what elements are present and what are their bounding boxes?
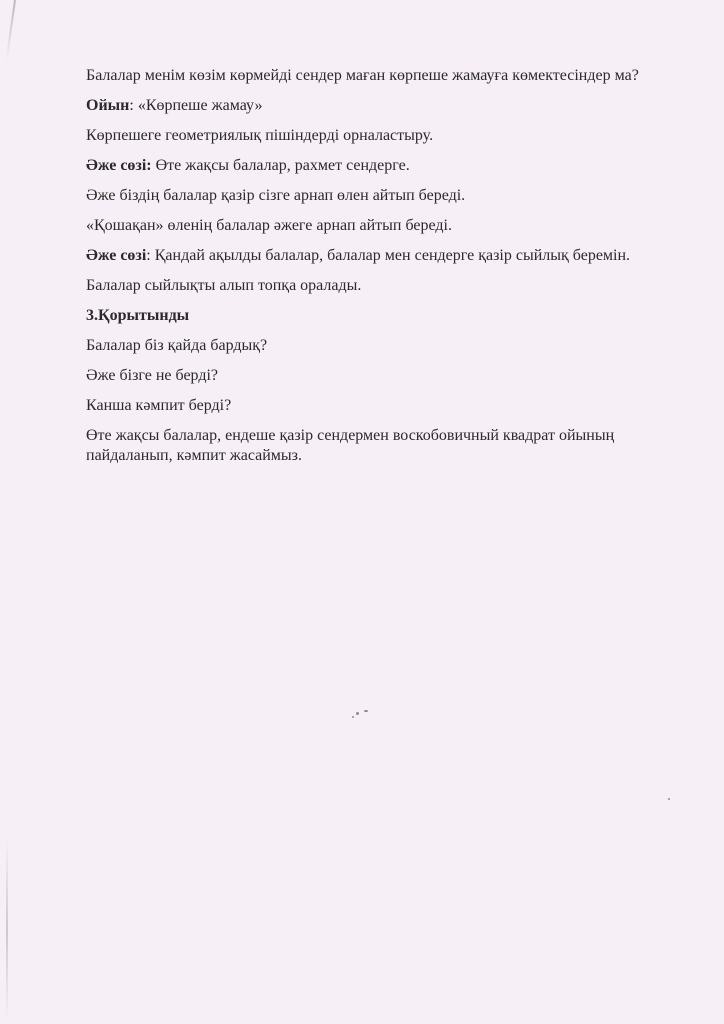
paragraph-question-where bbox=[86, 336, 666, 356]
paragraph-text: Балалар біз қайда бардық? bbox=[86, 337, 268, 354]
paragraph-text: Әже біздің балалар қазір сізге арнап өлен айтып береді. bbox=[86, 187, 466, 204]
paragraph-song bbox=[86, 216, 666, 236]
paragraph-text: Әже бізге не берді? bbox=[86, 367, 219, 384]
document-body bbox=[86, 66, 666, 476]
paragraph-grandma-thanks bbox=[86, 156, 666, 176]
paragraph-closing bbox=[86, 426, 666, 466]
scan-artifact-line bbox=[6, 0, 16, 60]
paragraph-text: Көрпешеге геометриялық пішіндерді орналастыру. bbox=[86, 127, 434, 144]
paragraph-song-intro bbox=[86, 186, 666, 206]
paragraph-text: Канша кәмпит берді? bbox=[86, 397, 232, 414]
paragraph-question-how-many bbox=[86, 396, 666, 416]
section-heading-conclusion bbox=[86, 306, 666, 326]
scan-speck bbox=[356, 712, 359, 715]
paragraph-game bbox=[86, 96, 666, 116]
paragraph-text: : Қандай ақылды балалар, балалар мен сендерге қазір сыйлық беремін. bbox=[146, 247, 631, 264]
scan-speck bbox=[668, 798, 670, 800]
paragraph-return-group bbox=[86, 276, 666, 296]
paragraph-bold: Әже сөзі: bbox=[86, 157, 152, 174]
scan-artifact-edge bbox=[6, 840, 8, 1020]
paragraph-text: Өте жақсы балалар, рахмет сендерге. bbox=[151, 157, 410, 174]
paragraph-question-what bbox=[86, 366, 666, 386]
paragraph-text: : «Көрпеше жамау» bbox=[129, 97, 263, 114]
paragraph-text: Балалар сыйлықты алып топқа оралады. bbox=[86, 277, 362, 294]
paragraph-grandma-gift bbox=[86, 246, 666, 266]
paragraph-text: «Қошақан» өленің балалар әжеге арнап айтып береді. bbox=[86, 217, 452, 234]
paragraph-question-blanket bbox=[86, 66, 666, 86]
paragraph-bold: 3.Қорытынды bbox=[86, 307, 190, 324]
paragraph-text: Балалар менім көзім көрмейді сендер маған көрпеше жамауға көмектесіндер ма? bbox=[86, 67, 639, 84]
paragraph-bold: Әже сөзі bbox=[86, 247, 147, 264]
paragraph-text: Өте жақсы балалар, ендеше қазір сендермен воскобовичный квадрат ойының пайдаланып, кәмпит жасаймыз. bbox=[86, 427, 615, 464]
paragraph-geometry bbox=[86, 126, 666, 146]
paragraph-bold: Ойын bbox=[86, 97, 130, 114]
scan-speck bbox=[364, 710, 368, 712]
scan-speck bbox=[352, 716, 354, 718]
